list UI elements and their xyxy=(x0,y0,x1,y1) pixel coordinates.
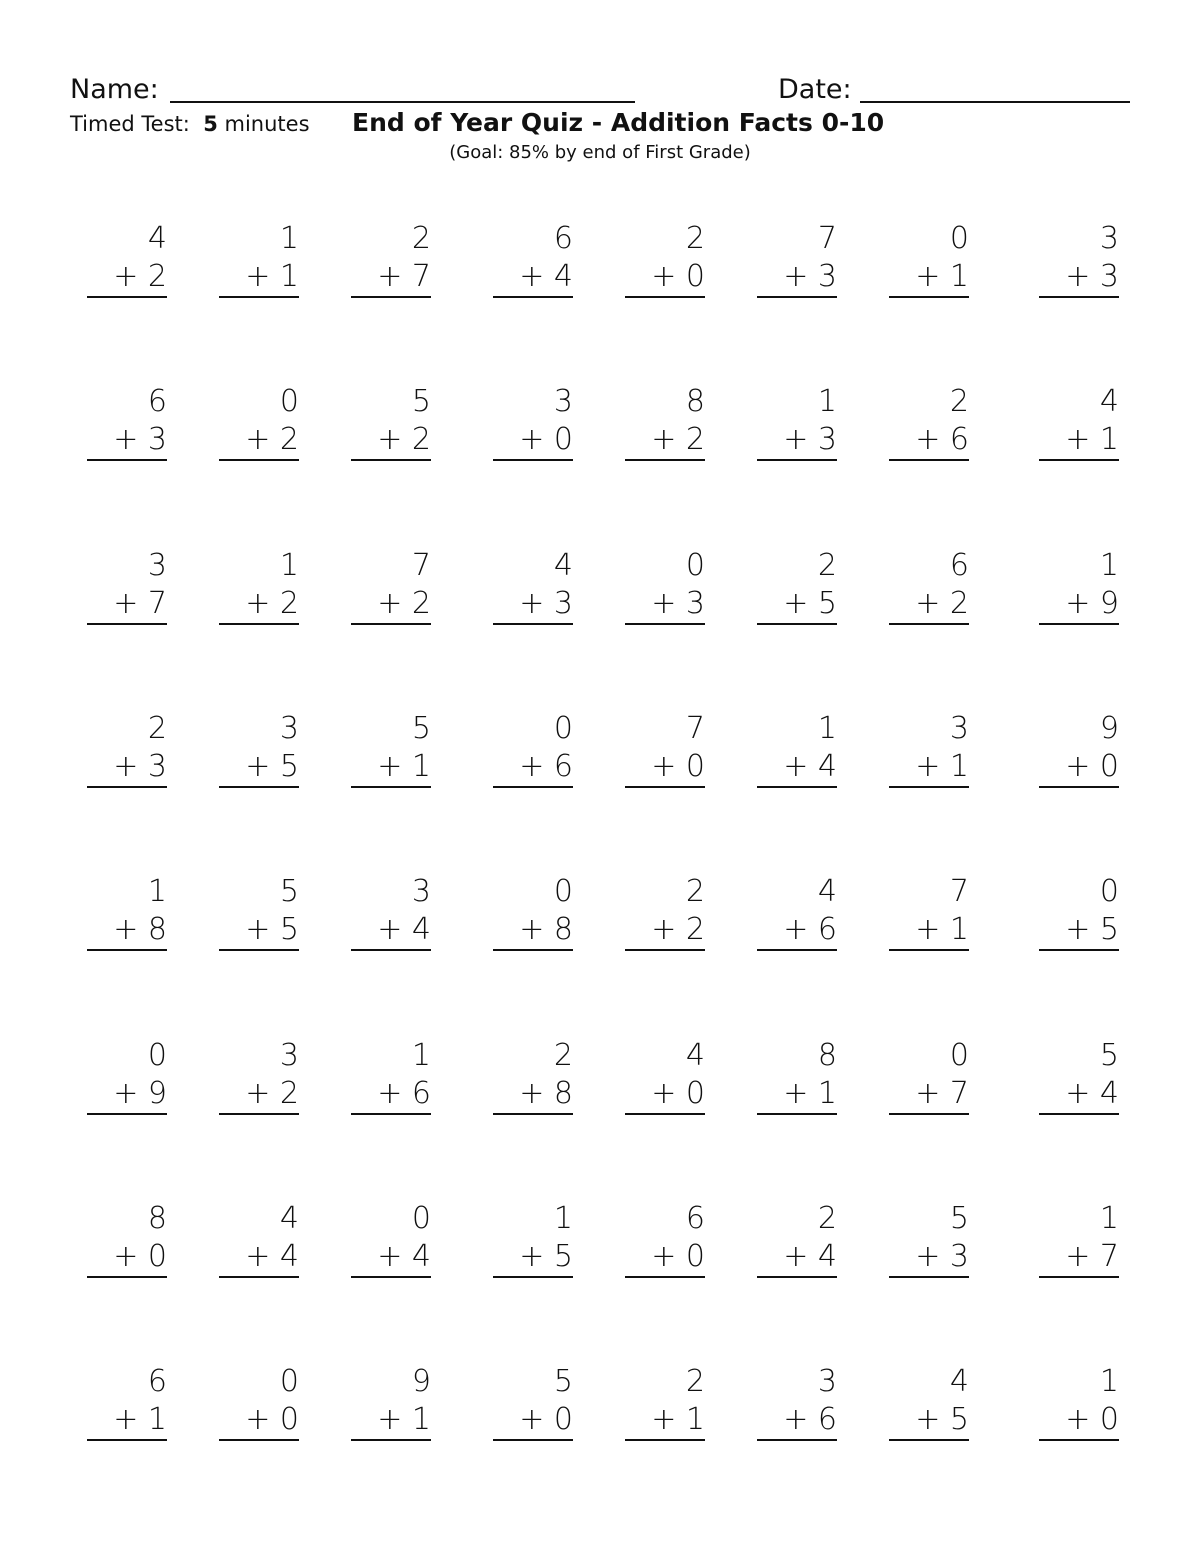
addition-problem xyxy=(889,547,969,625)
addend-bottom: + 0 xyxy=(625,1238,705,1278)
addend-top: 6 xyxy=(949,548,969,583)
addend-top: 4 xyxy=(1099,384,1119,419)
addend-bottom: + 5 xyxy=(1039,911,1119,951)
addend-top: 0 xyxy=(279,384,299,419)
addition-problem xyxy=(757,1037,837,1115)
addend-top: 3 xyxy=(1099,221,1119,256)
addend-bottom: + 0 xyxy=(87,1238,167,1278)
addition-problem xyxy=(889,710,969,788)
addition-problem xyxy=(493,1363,573,1441)
addend-bottom: + 0 xyxy=(625,1075,705,1115)
addition-problem xyxy=(87,383,167,461)
addition-problem xyxy=(757,383,837,461)
addend-bottom: + 3 xyxy=(493,585,573,625)
addend-top: 6 xyxy=(685,1201,705,1236)
addend-top: 5 xyxy=(279,874,299,909)
addend-bottom: + 6 xyxy=(351,1075,431,1115)
addition-problem xyxy=(493,1200,573,1278)
addend-bottom: + 0 xyxy=(1039,748,1119,788)
addition-problem xyxy=(625,873,705,951)
addend-top: 2 xyxy=(685,874,705,909)
addend-bottom: + 1 xyxy=(87,1401,167,1441)
addend-bottom: + 5 xyxy=(219,748,299,788)
addend-bottom: + 5 xyxy=(493,1238,573,1278)
addend-bottom: + 2 xyxy=(889,585,969,625)
addend-top: 3 xyxy=(147,548,167,583)
addend-top: 2 xyxy=(685,1364,705,1399)
addition-problem xyxy=(1039,1200,1119,1278)
addition-problem xyxy=(351,1037,431,1115)
addend-top: 4 xyxy=(949,1364,969,1399)
addition-problem xyxy=(1039,873,1119,951)
addition-problem xyxy=(1039,383,1119,461)
timed-unit: minutes xyxy=(224,112,310,136)
addend-top: 0 xyxy=(685,548,705,583)
addend-bottom: + 9 xyxy=(87,1075,167,1115)
addition-problem xyxy=(757,547,837,625)
addend-top: 4 xyxy=(685,1038,705,1073)
addend-top: 3 xyxy=(279,711,299,746)
addition-problem xyxy=(219,383,299,461)
addend-top: 0 xyxy=(1099,874,1119,909)
addend-bottom: + 4 xyxy=(351,911,431,951)
addend-top: 4 xyxy=(817,874,837,909)
addend-top: 8 xyxy=(817,1038,837,1073)
addition-problem xyxy=(625,1037,705,1115)
addend-bottom: + 1 xyxy=(219,258,299,298)
name-blank-line xyxy=(170,101,635,103)
addend-bottom: + 0 xyxy=(219,1401,299,1441)
addend-bottom: + 1 xyxy=(351,1401,431,1441)
addition-problem xyxy=(219,1037,299,1115)
addend-top: 5 xyxy=(949,1201,969,1236)
addition-problem xyxy=(757,1200,837,1278)
addend-top: 3 xyxy=(553,384,573,419)
addend-bottom: + 1 xyxy=(1039,421,1119,461)
addition-problem xyxy=(757,710,837,788)
addition-problem xyxy=(889,220,969,298)
addend-top: 1 xyxy=(1099,1364,1119,1399)
addition-problem xyxy=(1039,547,1119,625)
addition-problem xyxy=(493,547,573,625)
problem-row xyxy=(0,1037,1200,1117)
addition-problem xyxy=(219,710,299,788)
addend-bottom: + 5 xyxy=(219,911,299,951)
addend-top: 0 xyxy=(411,1201,431,1236)
addend-bottom: + 2 xyxy=(351,421,431,461)
addend-bottom: + 3 xyxy=(757,421,837,461)
addend-bottom: + 2 xyxy=(625,421,705,461)
addend-bottom: + 2 xyxy=(87,258,167,298)
addition-problem xyxy=(351,220,431,298)
addend-bottom: + 8 xyxy=(493,911,573,951)
addition-problem xyxy=(87,1363,167,1441)
addition-problem xyxy=(219,1200,299,1278)
addend-top: 1 xyxy=(553,1201,573,1236)
addend-top: 2 xyxy=(147,711,167,746)
addition-problem xyxy=(889,873,969,951)
problem-row xyxy=(0,547,1200,627)
addend-top: 5 xyxy=(411,711,431,746)
addend-bottom: + 5 xyxy=(757,585,837,625)
problem-row xyxy=(0,383,1200,463)
addend-top: 5 xyxy=(1099,1038,1119,1073)
date-label: Date: xyxy=(778,74,852,105)
addition-problem xyxy=(87,710,167,788)
header-line xyxy=(70,70,1130,110)
addend-top: 2 xyxy=(949,384,969,419)
addend-bottom: + 0 xyxy=(493,1401,573,1441)
addend-bottom: + 3 xyxy=(889,1238,969,1278)
addend-bottom: + 3 xyxy=(625,585,705,625)
addend-top: 5 xyxy=(553,1364,573,1399)
addend-bottom: + 4 xyxy=(757,748,837,788)
problem-row xyxy=(0,220,1200,300)
addend-top: 9 xyxy=(1099,711,1119,746)
timed-value: 5 xyxy=(203,112,218,136)
addend-bottom: + 7 xyxy=(87,585,167,625)
addition-problem xyxy=(625,220,705,298)
addition-problem xyxy=(351,1200,431,1278)
addend-bottom: + 6 xyxy=(757,911,837,951)
addition-problem xyxy=(493,710,573,788)
addend-top: 7 xyxy=(817,221,837,256)
date-blank-line xyxy=(860,101,1130,103)
addition-problem xyxy=(493,873,573,951)
addition-problem xyxy=(625,547,705,625)
addition-problem xyxy=(351,710,431,788)
addition-problem xyxy=(351,383,431,461)
addend-top: 6 xyxy=(553,221,573,256)
addend-top: 1 xyxy=(411,1038,431,1073)
timed-label: Timed Test: xyxy=(70,112,190,136)
addend-bottom: + 2 xyxy=(219,1075,299,1115)
addend-top: 3 xyxy=(817,1364,837,1399)
addend-bottom: + 4 xyxy=(219,1238,299,1278)
addend-top: 0 xyxy=(279,1364,299,1399)
addition-problem xyxy=(87,220,167,298)
addend-top: 3 xyxy=(949,711,969,746)
addition-problem xyxy=(1039,220,1119,298)
addend-bottom: + 1 xyxy=(889,911,969,951)
addend-bottom: + 8 xyxy=(493,1075,573,1115)
addend-bottom: + 4 xyxy=(1039,1075,1119,1115)
addend-top: 0 xyxy=(553,874,573,909)
addend-bottom: + 8 xyxy=(87,911,167,951)
addend-bottom: + 4 xyxy=(757,1238,837,1278)
addend-top: 9 xyxy=(411,1364,431,1399)
addition-problem xyxy=(889,1037,969,1115)
problem-row xyxy=(0,710,1200,790)
problem-row xyxy=(0,1200,1200,1280)
addend-bottom: + 4 xyxy=(351,1238,431,1278)
addition-problem xyxy=(351,1363,431,1441)
addend-top: 3 xyxy=(411,874,431,909)
addition-problem xyxy=(625,383,705,461)
addend-top: 4 xyxy=(147,221,167,256)
addend-bottom: + 6 xyxy=(889,421,969,461)
addition-problem xyxy=(889,383,969,461)
addend-top: 2 xyxy=(411,221,431,256)
addition-problem xyxy=(757,220,837,298)
addend-top: 1 xyxy=(279,221,299,256)
addend-bottom: + 3 xyxy=(87,748,167,788)
addend-bottom: + 4 xyxy=(493,258,573,298)
addition-problem xyxy=(493,1037,573,1115)
addend-bottom: + 6 xyxy=(493,748,573,788)
addend-top: 2 xyxy=(817,1201,837,1236)
addend-bottom: + 0 xyxy=(493,421,573,461)
addition-problem xyxy=(87,1200,167,1278)
addend-top: 0 xyxy=(949,1038,969,1073)
addend-bottom: + 1 xyxy=(757,1075,837,1115)
addition-problem xyxy=(493,220,573,298)
addend-top: 1 xyxy=(1099,548,1119,583)
addend-top: 7 xyxy=(411,548,431,583)
addend-top: 2 xyxy=(685,221,705,256)
addend-top: 0 xyxy=(147,1038,167,1073)
addend-bottom: + 2 xyxy=(351,585,431,625)
addition-problem xyxy=(1039,1037,1119,1115)
addition-problem xyxy=(889,1200,969,1278)
addend-top: 6 xyxy=(147,1364,167,1399)
addend-bottom: + 2 xyxy=(625,911,705,951)
addend-top: 7 xyxy=(949,874,969,909)
addend-top: 1 xyxy=(147,874,167,909)
addend-bottom: + 3 xyxy=(1039,258,1119,298)
addend-top: 5 xyxy=(411,384,431,419)
addition-problem xyxy=(351,547,431,625)
addend-top: 7 xyxy=(685,711,705,746)
addition-problem xyxy=(87,873,167,951)
addition-problem xyxy=(1039,1363,1119,1441)
timed-test xyxy=(70,112,310,136)
addition-problem xyxy=(219,1363,299,1441)
addend-bottom: + 3 xyxy=(87,421,167,461)
addend-bottom: + 1 xyxy=(889,258,969,298)
addition-problem xyxy=(493,383,573,461)
addition-problem xyxy=(625,1363,705,1441)
addition-problem xyxy=(625,1200,705,1278)
addend-bottom: + 0 xyxy=(625,748,705,788)
addend-top: 8 xyxy=(685,384,705,419)
addend-top: 6 xyxy=(147,384,167,419)
addend-bottom: + 0 xyxy=(1039,1401,1119,1441)
addend-top: 1 xyxy=(817,711,837,746)
addend-bottom: + 7 xyxy=(889,1075,969,1115)
name-label: Name: xyxy=(70,74,159,105)
addend-top: 0 xyxy=(949,221,969,256)
addition-problem xyxy=(219,220,299,298)
addend-bottom: + 2 xyxy=(219,421,299,461)
addend-bottom: + 0 xyxy=(625,258,705,298)
page-title: End of Year Quiz - Addition Facts 0-10 xyxy=(352,108,885,137)
addition-problem xyxy=(1039,710,1119,788)
addend-top: 1 xyxy=(817,384,837,419)
addend-top: 4 xyxy=(553,548,573,583)
addend-bottom: + 7 xyxy=(351,258,431,298)
addition-problem xyxy=(757,873,837,951)
addend-bottom: + 7 xyxy=(1039,1238,1119,1278)
addition-problem xyxy=(625,710,705,788)
addend-top: 2 xyxy=(817,548,837,583)
addend-bottom: + 9 xyxy=(1039,585,1119,625)
addend-bottom: + 3 xyxy=(757,258,837,298)
addend-bottom: + 2 xyxy=(219,585,299,625)
addend-top: 1 xyxy=(1099,1201,1119,1236)
addend-top: 2 xyxy=(553,1038,573,1073)
addend-bottom: + 1 xyxy=(351,748,431,788)
addition-problem xyxy=(87,547,167,625)
addend-top: 4 xyxy=(279,1201,299,1236)
problem-row xyxy=(0,873,1200,953)
goal-text: (Goal: 85% by end of First Grade) xyxy=(449,142,751,163)
addend-top: 0 xyxy=(553,711,573,746)
addend-bottom: + 6 xyxy=(757,1401,837,1441)
addend-bottom: + 1 xyxy=(625,1401,705,1441)
addend-bottom: + 1 xyxy=(889,748,969,788)
addend-top: 8 xyxy=(147,1201,167,1236)
addition-problem xyxy=(889,1363,969,1441)
addend-top: 3 xyxy=(279,1038,299,1073)
addition-problem xyxy=(351,873,431,951)
addition-problem xyxy=(219,873,299,951)
problem-row xyxy=(0,1363,1200,1443)
addend-bottom: + 5 xyxy=(889,1401,969,1441)
addition-problem xyxy=(757,1363,837,1441)
addend-top: 1 xyxy=(279,548,299,583)
addition-problem xyxy=(219,547,299,625)
addition-problem xyxy=(87,1037,167,1115)
